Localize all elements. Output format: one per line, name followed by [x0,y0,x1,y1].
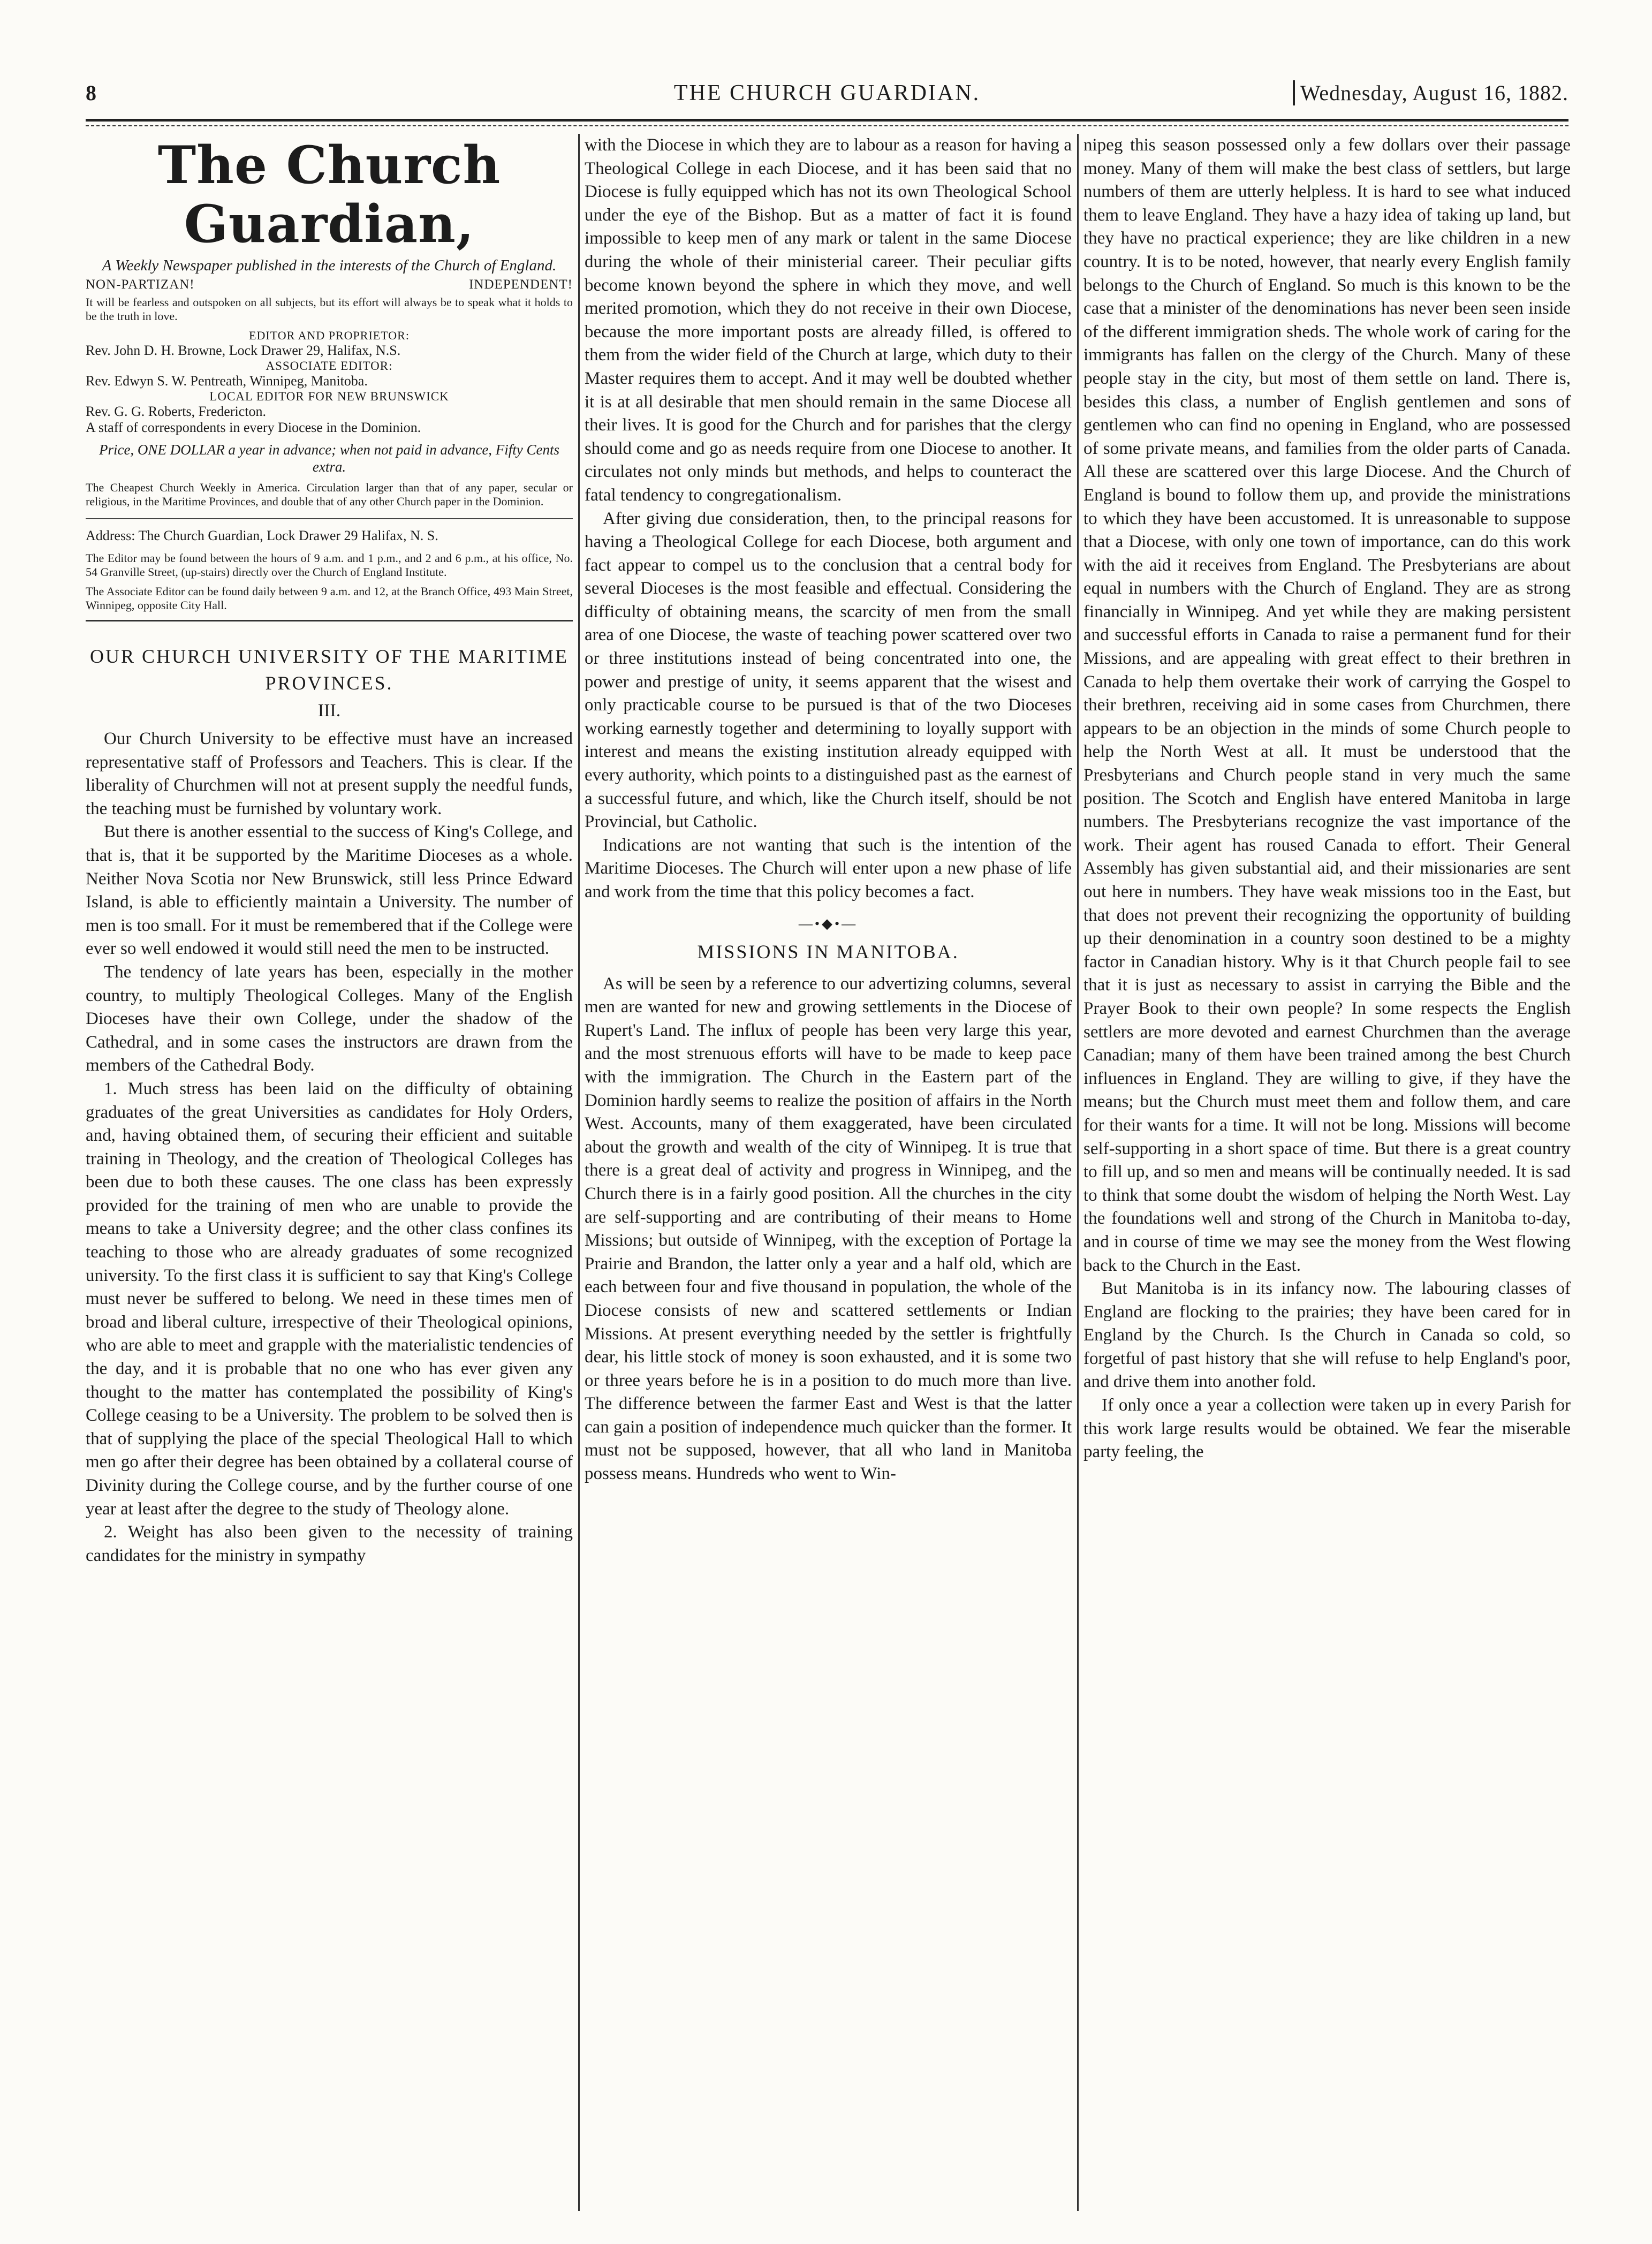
circulation-note: The Cheapest Church Weekly in America. Circulation larger than that of any paper, secular or religious, in the Maritime Provinces, and double that of any other Church paper in the Dominion. [86,481,573,508]
subscription-price: Price, ONE DOLLAR a year in advance; when not paid in advance, Fifty Cents extra. [98,442,560,475]
masthead-slogan-row [86,277,573,295]
paragraph: The tendency of late years has been, especially in the mother country, to multiply Theological Colleges. Many of the English Dioceses have their own College, under the shadow of the Cathedral, and in some cases the instructors are drawn from the members of the Cathedral Body. [86,962,573,1075]
nonpartizan-label: NON-PARTIZAN! [86,277,195,292]
article-body [585,973,1072,1486]
local-editor-heading: LOCAL EDITOR FOR NEW BRUNSWICK [209,390,449,403]
article-body [86,727,573,1567]
masthead [86,136,573,621]
associate-heading: ASSOCIATE EDITOR: [266,359,393,373]
paragraph: As will be seen by a reference to our advertizing columns, several men are wanted for new and growing settlements in the Diocese of Rupert's Land. The influx of people has been very large this year, and the most strenuous efforts will have to be made to keep pace with the immigration. The Church in the Eastern part of the Dominion hardly seems to realize the position of affairs in the North West. Accounts, many of them exaggerated, have been circulated about the growth and wealth of the city of Winnipeg. It is true that there is a great deal of activity and progress in Winnipeg, and the Church there is in a fairly good position. All the churches in the city are self-supporting and are contributing of their means to Home Missions; but outside of Winnipeg, with the exception of Portage la Prairie and Brandon, the latter only a year and a half old, which are each between four and five thousand in population, the whole of the Diocese consists of new and scattered settlements or Indian Missions. At present everything needed by the settler is frightfully dear, his little stock of money is soon exhausted, and it is some two or three years before he is in a position to do much more than live. The difference between the farmer East and West is that the latter can gain a position of independence much quicker than the former. It must not be supposed, however, that all who land in Manitoba possess means. Hundreds who went to Win- [585,974,1072,1484]
paragraph: 2. Weight has also been given to the necessity of training candidates for the ministry in sympathy [86,1522,573,1565]
paragraph: Our Church University to be effective must have an increased representative staff of Professors and Teachers. This is clear. If the liberality of Churchmen will not at present supply the needful funds, the teaching must be furnished by voluntary work. [86,729,573,818]
paragraph: But there is another essential to the success of King's College, and that is, that it be supported by the Maritime Dioceses as a whole. Neither Nova Scotia nor New Brunswick, still less Prince Edward Island, is able to efficiently maintain a University. The number of men is too small. For it must be remembered that if the College were ever so well endowed it would still need the men to be instructed. [86,822,573,959]
mailing-address: Address: The Church Guardian, Lock Drawer 29 Halifax, N. S. [86,518,573,544]
masthead-tagline: A Weekly Newspaper published in the interests of the Church of England. [102,257,557,274]
header-rule-dashed [86,125,1568,126]
column-2 [585,134,1072,2211]
paragraph: After giving due consideration, then, to the principal reasons for having a Theological College for each Diocese, both argument and fact appear to compel us to the conclusion that a central body for several Dioceses is the most feasible and effectual. Considering the difficulty of obtaining means, the scarcity of men from the small area of one Diocese, the waste of teaching power scattered over two or three institutions instead of being concentrated into one, the power and prestige of unity, it seems apparent that the wisest and only practicable course to be pursued is that of the two Dioceses working earnestly together and determining to loyally support with interest and means the existing institution already equipped with every authority, which points to a distinguished past as the earnest of a successful future, and which, like the Church itself, should be not Provincial, but Catholic. [585,509,1072,832]
article-part-number: III. [317,701,341,721]
article-body-continued [585,134,1072,904]
editor-name: Rev. John D. H. Browne, Lock Drawer 29, Halifax, N.S. [86,343,401,358]
paragraph: If only once a year a collection were taken up in every Parish for this work large results would be obtained. We fear the miserable party feeling, the [1083,1396,1571,1462]
paragraph: 1. Much stress has been laid on the difficulty of obtaining graduates of the great Universities as candidates for Holy Orders, and, having obtained them, of securing their efficient and suitable training in Theology, and the creation of Theological Colleges has been due to both these causes. The one class has been expressly provided for the training of men who are unable to provide the means to take a University degree; and the other class confines its teaching to those who are already graduates of some recognized university. To the first class it is sufficient to say that King's College must never be suffered to belong. We need in these times men of broad and liberal culture, irrespective of their Theological opinions, who are able to meet and grapple with the materialistic tendencies of the day, and it is probable that no one who has ever given any thought to the matter has contemplated the possibility of King's College ceasing to be a University. The problem to be solved then is that of supplying the place of the special Theological Hall to which men go after their degree has been obtained by a collateral course of Divinity during the College course, and by the further course of one year at least after the degree to the study of Theology alone. [86,1079,573,1519]
editor-heading: EDITOR AND PROPRIETOR: [249,329,410,342]
article-title: MISSIONS IN MANITOBA. [697,941,959,962]
column-3 [1083,134,1571,2211]
paragraph: nipeg this season possessed only a few dollars over their passage money. Many of them will make the best class of settlers, but large numbers of them are utterly helpless. It is hard to see what induced them to leave England. They have a hazy idea of taking up land, but they have no practical experience; they are like children in a new country. It is to be noted, however, that nearly every English family belongs to the Church of England. So much is this known to be the case that a minister of the denominations has never been seen inside of the different immigration sheds. The whole work of caring for the immigrants has fallen on the clergy of the Church. Many of these people stay in the city, but most of them settle on land. There is, besides this class, a number of English gentlemen and sons of gentlemen who can find no opening in England, who are possessed of some private means, and families from the older parts of Canada. All these are scattered over this large Diocese. And the Church of England is bound to follow them up, and provide the ministrations to which they have been accustomed. It is unreasonable to suppose that a Diocese, with only one town of importance, can do this work with the aid it receives from England. The Presbyterians are about equal in numbers with the Church of England. They are as strong financially in Winnipeg. And yet while they are making persistent and successful efforts in Canada to raise a permanent fund for their Missions, and are appealing with great effect to their brethren in Canada to help them overtake their work of carrying the Gospel to their brethren, receiving aid in some cases from Churchmen, there appears to be an objection in the minds of some Church people to help the North West at all. It must be understood that the Presbyterians and Church people stand in very much the same position. The Scotch and English have entered Manitoba in large numbers. The Presbyterians recognize the vast importance of the work. Their agent has roused Canada to effort. Their General Assembly has given substantial aid, and their missionaries are sent out here in numbers. They have weak missions too in the East, but that does not prevent their recognizing the opportunity of building up their denomination in a country soon destined to be a mighty factor in Canadian history. Why is it that Church people fail to see that it is just as necessary to assist in carrying the Bible and the Prayer Book to their own people? In some respects the English settlers are more devoted and earnest Churchmen than the average Canadian; many of them have been trained among the best Church influences in England. They are willing to give, if they have the means; but the Church must meet them and follow them, and care for their wants for a time. It will not be long. Missions will become self-supporting in a short space of time. But there is a great country to fill up, and so men and means will be continually needed. It is sad to think that some doubt the wisdom of helping the North West. Lay the foundations well and strong of the Church in Manitoba to-day, and in course of time we may see the money from the West flowing back to the Church in the East. [1083,135,1571,1275]
section-ornament: —•◆•— [798,915,858,931]
masthead-rule [86,620,573,621]
branch-office: The Associate Editor can be found daily between 9 a.m. and 12, at the Branch Office, 493 Main Street, Winnipeg, opposite City Hall. [86,585,573,612]
article-body-continued [1083,134,1571,1464]
office-hours: The Editor may be found between the hours of 9 a.m. and 1 p.m., and 2 and 6 p.m., at his office, No. 54 Granville Street, (up-stairs) directly over the Church of England Institute. [86,551,573,579]
column-divider [1077,134,1079,2211]
correspondents-note: A staff of correspondents in every Diocese in the Dominion. [86,420,421,435]
column-divider [578,134,580,2211]
column-1 [86,134,573,2211]
article-title: OUR CHURCH UNIVERSITY OF THE MARITIME PROVINCES. [89,646,569,694]
masthead-name: The Church Guardian, [157,135,501,254]
newspaper-title: THE CHURCH GUARDIAN. [673,81,981,105]
associate-name: Rev. Edwyn S. W. Pentreath, Winnipeg, Manitoba. [86,373,368,389]
local-editor-name: Rev. G. G. Roberts, Fredericton. [86,404,266,419]
page-header [86,80,1568,118]
page-number: 8 [86,81,96,105]
paragraph: But Manitoba is in its infancy now. The labouring classes of England are flocking to the prairies; they have been cared for in England by the Church. Is the Church in Canada so cold, so forgetful of past history that she will refuse to help England's poor, and drive them into another fold. [1083,1279,1571,1392]
paragraph: with the Diocese in which they are to labour as a reason for having a Theological College in each Diocese, and it has been said that no Diocese is fully equipped which has not its own Theological School under the eye of the Bishop. But as a matter of fact it is found impossible to keep men of any mark or talent in the same Diocese during the whole of their ministerial career. Their peculiar gifts become known beyond the sphere in which they move, and well merited promotion, which they do not receive in their own Diocese, because the more important posts are already filled, is offered to them from the wider field of the Church at large, which duty to their Master requires them to accept. And it may well be doubted whether it is at all desirable that men should remain in the same Diocese all their lives. It is good for the Church and for parishes that the clergy should come and go as needs require from one Diocese to another. It circulates not only minds but methods, and helps to counteract the fatal tendency to congregationalism. [585,135,1072,505]
issue-date: Wednesday, August 16, 1882. [1293,80,1568,105]
independent-label: INDEPENDENT! [469,277,573,292]
header-rule [86,119,1568,122]
paragraph: Indications are not wanting that such is the intention of the Maritime Dioceses. The Church will enter upon a new phase of life and work from the time that this policy becomes a fact. [585,835,1072,901]
masthead-motto: It will be fearless and outspoken on all subjects, but its effort will always be to speak what it holds to be the truth in love. [86,295,573,323]
